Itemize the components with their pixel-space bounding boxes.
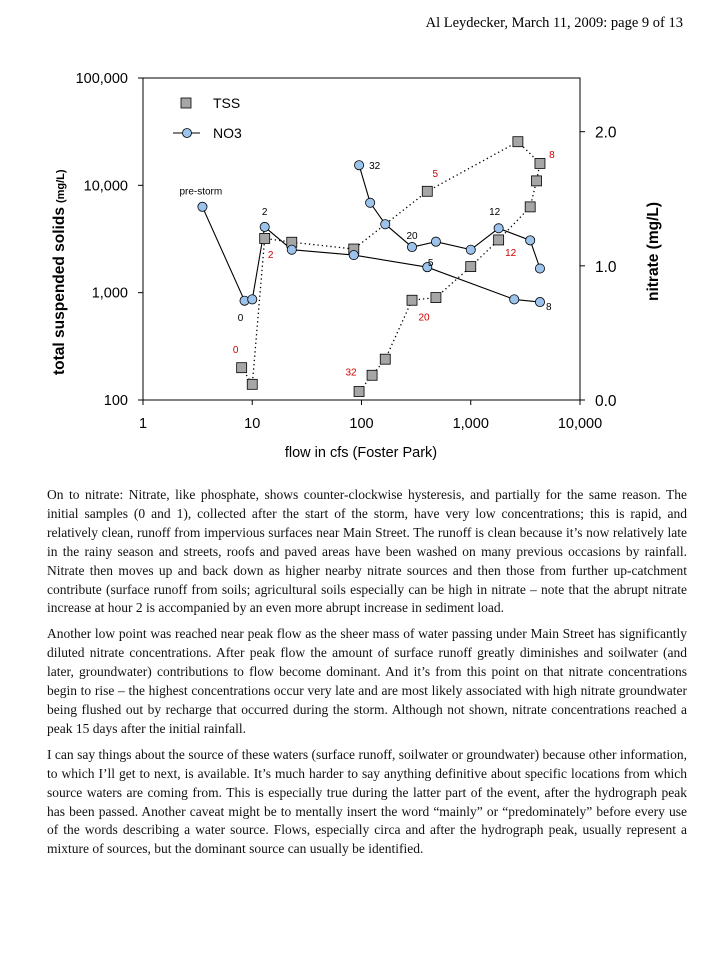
x-tick-label: 100 [349,416,374,432]
paragraph: Another low point was reached near peak flow as the sheer mass of water passing under Main Street has significantly diluted nitrate concentrations. After peak flow the amount of surface runoff greatly diminishes and soilwater (and later, groundwater) contributions to flow become dominant. And it’s from this point on that nitrate concentrations begin to rise – the highest concentrations occur very late and are most likely associated with high nitrate groundwater being flushed out by recharge that occurred during the storm. Although not shown, nitrate concentrations reached a peak 15 days after the initial rainfall. [47,626,687,736]
x-tick-label: 10,000 [557,416,603,432]
right-axis-ticks [580,125,617,410]
tss-sample-label: 8 [549,150,555,162]
tss-point [354,387,364,397]
no3-point [248,295,257,304]
no3-point [526,236,535,245]
annotation-layer [179,150,555,378]
no3-sample-label: 0 [237,312,244,324]
tss-point [494,235,504,245]
no3-sample-label: 8 [545,302,552,314]
left-tick-label: 10,000 [83,178,128,195]
left-axis-ticks [76,71,143,409]
right-tick-label: 0.0 [595,393,617,410]
paragraph: I can say things about the source of these waters (surface runoff, soilwater or groundwater) because other information, to which I’ll get to next, is available. It’s much harder to say anything definitive about specific locations from which source waters are coming from. This is especially true during the latter part of the event, after the hydrograph peak has been passed. Another caveat might be to mentally insert the word “mainly” or “predominately” before every use of the words describing a water source. Flows, especially circa and after the hydrograph peak, usually represent a mixture of sources, but the dominant source can usually be identified. [47,746,687,857]
tss-point [237,363,247,373]
tss-sample-label: 2 [267,249,274,261]
tss-point [367,370,377,380]
x-tick-label: 1 [138,416,148,432]
legend-no3-label: NO3 [213,125,242,141]
tss-sample-label: 32 [345,367,357,379]
legend [173,95,242,141]
left-axis-title-unit: (mg/L) [55,169,67,204]
no3-sample-label: 2 [261,206,268,218]
tss-point [525,202,535,212]
tss-point [260,233,270,243]
plot-area [143,78,580,400]
right-tick-label: 1.0 [595,258,617,276]
no3-point [510,295,519,304]
no3-point [260,222,269,231]
left-tick-label: 1,000 [91,285,128,302]
tss-sample-label: 5 [432,169,439,181]
tss-point [535,158,545,168]
tss-point [466,262,476,272]
no3-point [535,297,544,306]
no3-line [202,207,540,302]
legend-tss-marker [181,98,191,108]
legend-no3-marker [183,129,192,138]
left-axis-title [51,169,68,375]
x-tick-label: 10 [244,416,261,432]
tss-sample-label: 12 [505,247,517,259]
no3-point [431,237,440,246]
no3-point [349,251,358,260]
x-tick-label: 1,000 [452,416,489,432]
tss-point [407,295,417,305]
no3-point [494,224,503,233]
no3-point [381,220,390,229]
right-axis-title: nitrate (mg/L) [645,201,662,301]
tss-point [380,354,390,364]
tss-point [513,137,523,147]
no3-sample-label: 32 [369,161,381,173]
no3-point [407,242,416,251]
no3-point [287,245,296,254]
left-axis-title-main: total suspended solids [51,207,68,375]
tss-point [532,176,542,186]
no3-point [198,202,207,211]
tss-point [422,186,432,196]
tss-sample-label: 20 [418,312,430,324]
no3-point [366,198,375,207]
no3-sample-label: 12 [489,206,501,218]
no3-point [535,264,544,273]
tss-point [247,379,257,389]
right-tick-label: 2.0 [595,124,617,142]
no3-sample-label: pre-storm [179,186,223,198]
no3-sample-label: 20 [406,230,418,242]
no3-point [354,161,363,170]
tss-point [431,293,441,303]
paragraph: On to nitrate: Nitrate, like phosphate, shows counter-clockwise hysteresis, and partially for the same reason. The initial samples (0 and 1), collected after the start of the storm, have very low concentrations; this is rapid, and relatively clean, runoff from impervious surfaces near Main Street. The runoff is clean because it’s now relatively late in the rainy season and streets, roofs and paved areas have been washed on many previous occasions by rainfall. Nitrate then moves up and back down as higher nearby nitrate sources and then those from further up-catchment contribute (surface runoff from soils; agricultural soils especially can be high in nitrate – note that the abrupt nitrate increase at hour 2 is accompanied by an even more abrupt increase in sediment load. [47,487,687,616]
no3-sample-label: 5 [427,257,434,269]
legend-tss-label: TSS [213,95,241,111]
no3-point [466,245,475,254]
tss-sample-label: 0 [232,344,239,356]
x-axis-ticks [139,400,602,432]
body-text [47,486,687,866]
series-layer [198,137,545,397]
tss-line [242,142,540,392]
x-axis-title: flow in cfs (Foster Park) [284,445,438,461]
page-header: Al Leydecker, March 11, 2009: page 9 of 13 [425,15,683,31]
left-tick-label: 100 [103,393,128,409]
left-tick-label: 100,000 [75,71,128,87]
